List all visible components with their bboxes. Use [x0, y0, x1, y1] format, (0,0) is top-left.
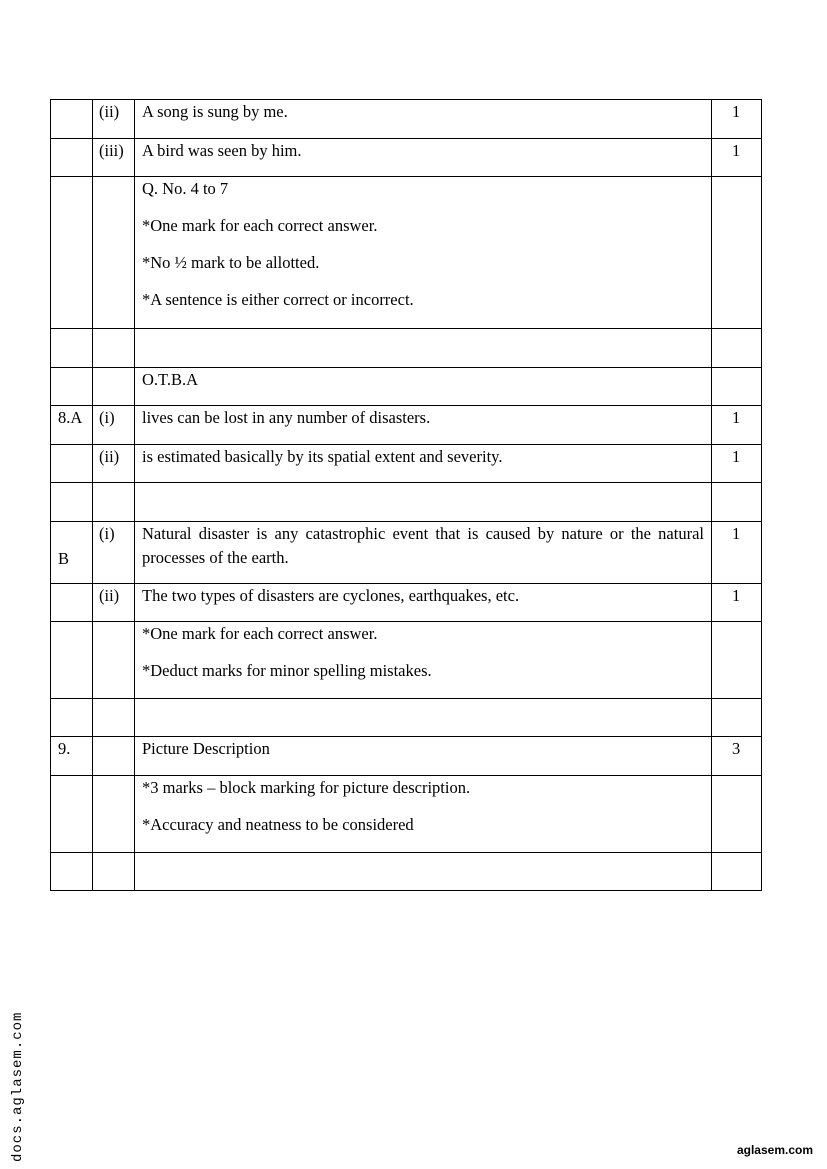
answer-text: *Accuracy and neatness to be considered: [142, 815, 414, 834]
question-number: [51, 853, 93, 891]
table-row: [51, 445, 762, 483]
table-row: [51, 737, 762, 776]
answer-cell: [135, 445, 712, 483]
table-row: [51, 622, 762, 699]
answer-text: Q. No. 4 to 7: [142, 179, 229, 198]
answer-text: The two types of disasters are cyclones, earthquakes, etc.: [142, 586, 520, 605]
marks-cell: 1: [712, 584, 762, 622]
answer-cell: [135, 522, 712, 584]
table-row: [51, 776, 762, 853]
question-number: 9.: [51, 737, 93, 776]
answer-text: Natural disaster is any catastrophic event that is caused by nature or the natural processes of the earth.: [142, 524, 704, 567]
sub-part: (iii): [93, 139, 135, 177]
question-number: [51, 139, 93, 177]
table-row: [51, 100, 762, 139]
marks-cell: 3: [712, 737, 762, 776]
sub-part: [93, 368, 135, 406]
answer-text: O.T.B.A: [142, 370, 199, 389]
answer-text: A song is sung by me.: [142, 102, 288, 121]
sub-part: [93, 737, 135, 776]
watermark-text: docs.aglasem.com: [10, 1011, 26, 1162]
sub-part: [93, 853, 135, 891]
table-row: [51, 699, 762, 737]
question-number: [51, 177, 93, 329]
question-number: [51, 368, 93, 406]
answer-cell: [135, 776, 712, 853]
question-number: [51, 622, 93, 699]
question-number: [51, 100, 93, 139]
table-row: [51, 584, 762, 622]
sub-part: [93, 776, 135, 853]
marks-cell: 1: [712, 406, 762, 445]
marks-cell: 1: [712, 522, 762, 584]
answer-text: lives can be lost in any number of disasters.: [142, 408, 431, 427]
marks-cell: 1: [712, 139, 762, 177]
table-row: [51, 853, 762, 891]
marks-cell: [712, 699, 762, 737]
question-number: [51, 522, 93, 584]
question-label: B: [58, 549, 70, 568]
answer-text: *Deduct marks for minor spelling mistakes.: [142, 661, 432, 680]
answer-cell: [135, 622, 712, 699]
answer-text: *One mark for each correct answer.: [142, 624, 378, 643]
sub-part: [93, 177, 135, 329]
sub-part: [93, 329, 135, 368]
answer-text: *3 marks – block marking for picture description.: [142, 778, 471, 797]
sub-part: [93, 699, 135, 737]
question-number: [51, 776, 93, 853]
table-row: [51, 177, 762, 329]
answer-text: Picture Description: [142, 739, 270, 758]
answer-cell: [135, 584, 712, 622]
answer-cell: [135, 177, 712, 329]
answer-cell: [135, 853, 712, 891]
answer-cell: [135, 406, 712, 445]
answer-cell: [135, 483, 712, 522]
answer-cell: [135, 100, 712, 139]
sub-part: (ii): [93, 100, 135, 139]
answer-cell: [135, 329, 712, 368]
question-number: [51, 445, 93, 483]
marks-cell: [712, 329, 762, 368]
answer-text: A bird was seen by him.: [142, 141, 302, 160]
marks-cell: [712, 177, 762, 329]
question-number: [51, 329, 93, 368]
sub-part: [93, 483, 135, 522]
sub-part: (ii): [93, 445, 135, 483]
marks-cell: [712, 483, 762, 522]
question-number: [51, 699, 93, 737]
table-row: [51, 406, 762, 445]
table-row: [51, 483, 762, 522]
sub-part: (ii): [93, 584, 135, 622]
marks-cell: 1: [712, 445, 762, 483]
table-row: [51, 139, 762, 177]
answer-cell: [135, 737, 712, 776]
answer-cell: [135, 368, 712, 406]
brand-link[interactable]: aglasem.com: [736, 1143, 813, 1157]
table-row: [51, 368, 762, 406]
answer-text: is estimated basically by its spatial extent and severity.: [142, 447, 503, 466]
marks-cell: [712, 368, 762, 406]
marks-cell: [712, 622, 762, 699]
marks-cell: [712, 776, 762, 853]
table-row: [51, 522, 762, 584]
question-number: [51, 483, 93, 522]
question-number: 8.A: [51, 406, 93, 445]
answer-text: *No ½ mark to be allotted.: [142, 253, 320, 272]
table-row: [51, 329, 762, 368]
question-number: [51, 584, 93, 622]
marking-scheme-table: [50, 99, 762, 891]
marks-cell: [712, 853, 762, 891]
sub-part: (i): [93, 406, 135, 445]
answer-cell: [135, 699, 712, 737]
answer-text: *A sentence is either correct or incorrect.: [142, 290, 414, 309]
answer-text: *One mark for each correct answer.: [142, 216, 378, 235]
answer-cell: [135, 139, 712, 177]
marks-cell: 1: [712, 100, 762, 139]
sub-part: [93, 622, 135, 699]
sub-part: (i): [93, 522, 135, 584]
